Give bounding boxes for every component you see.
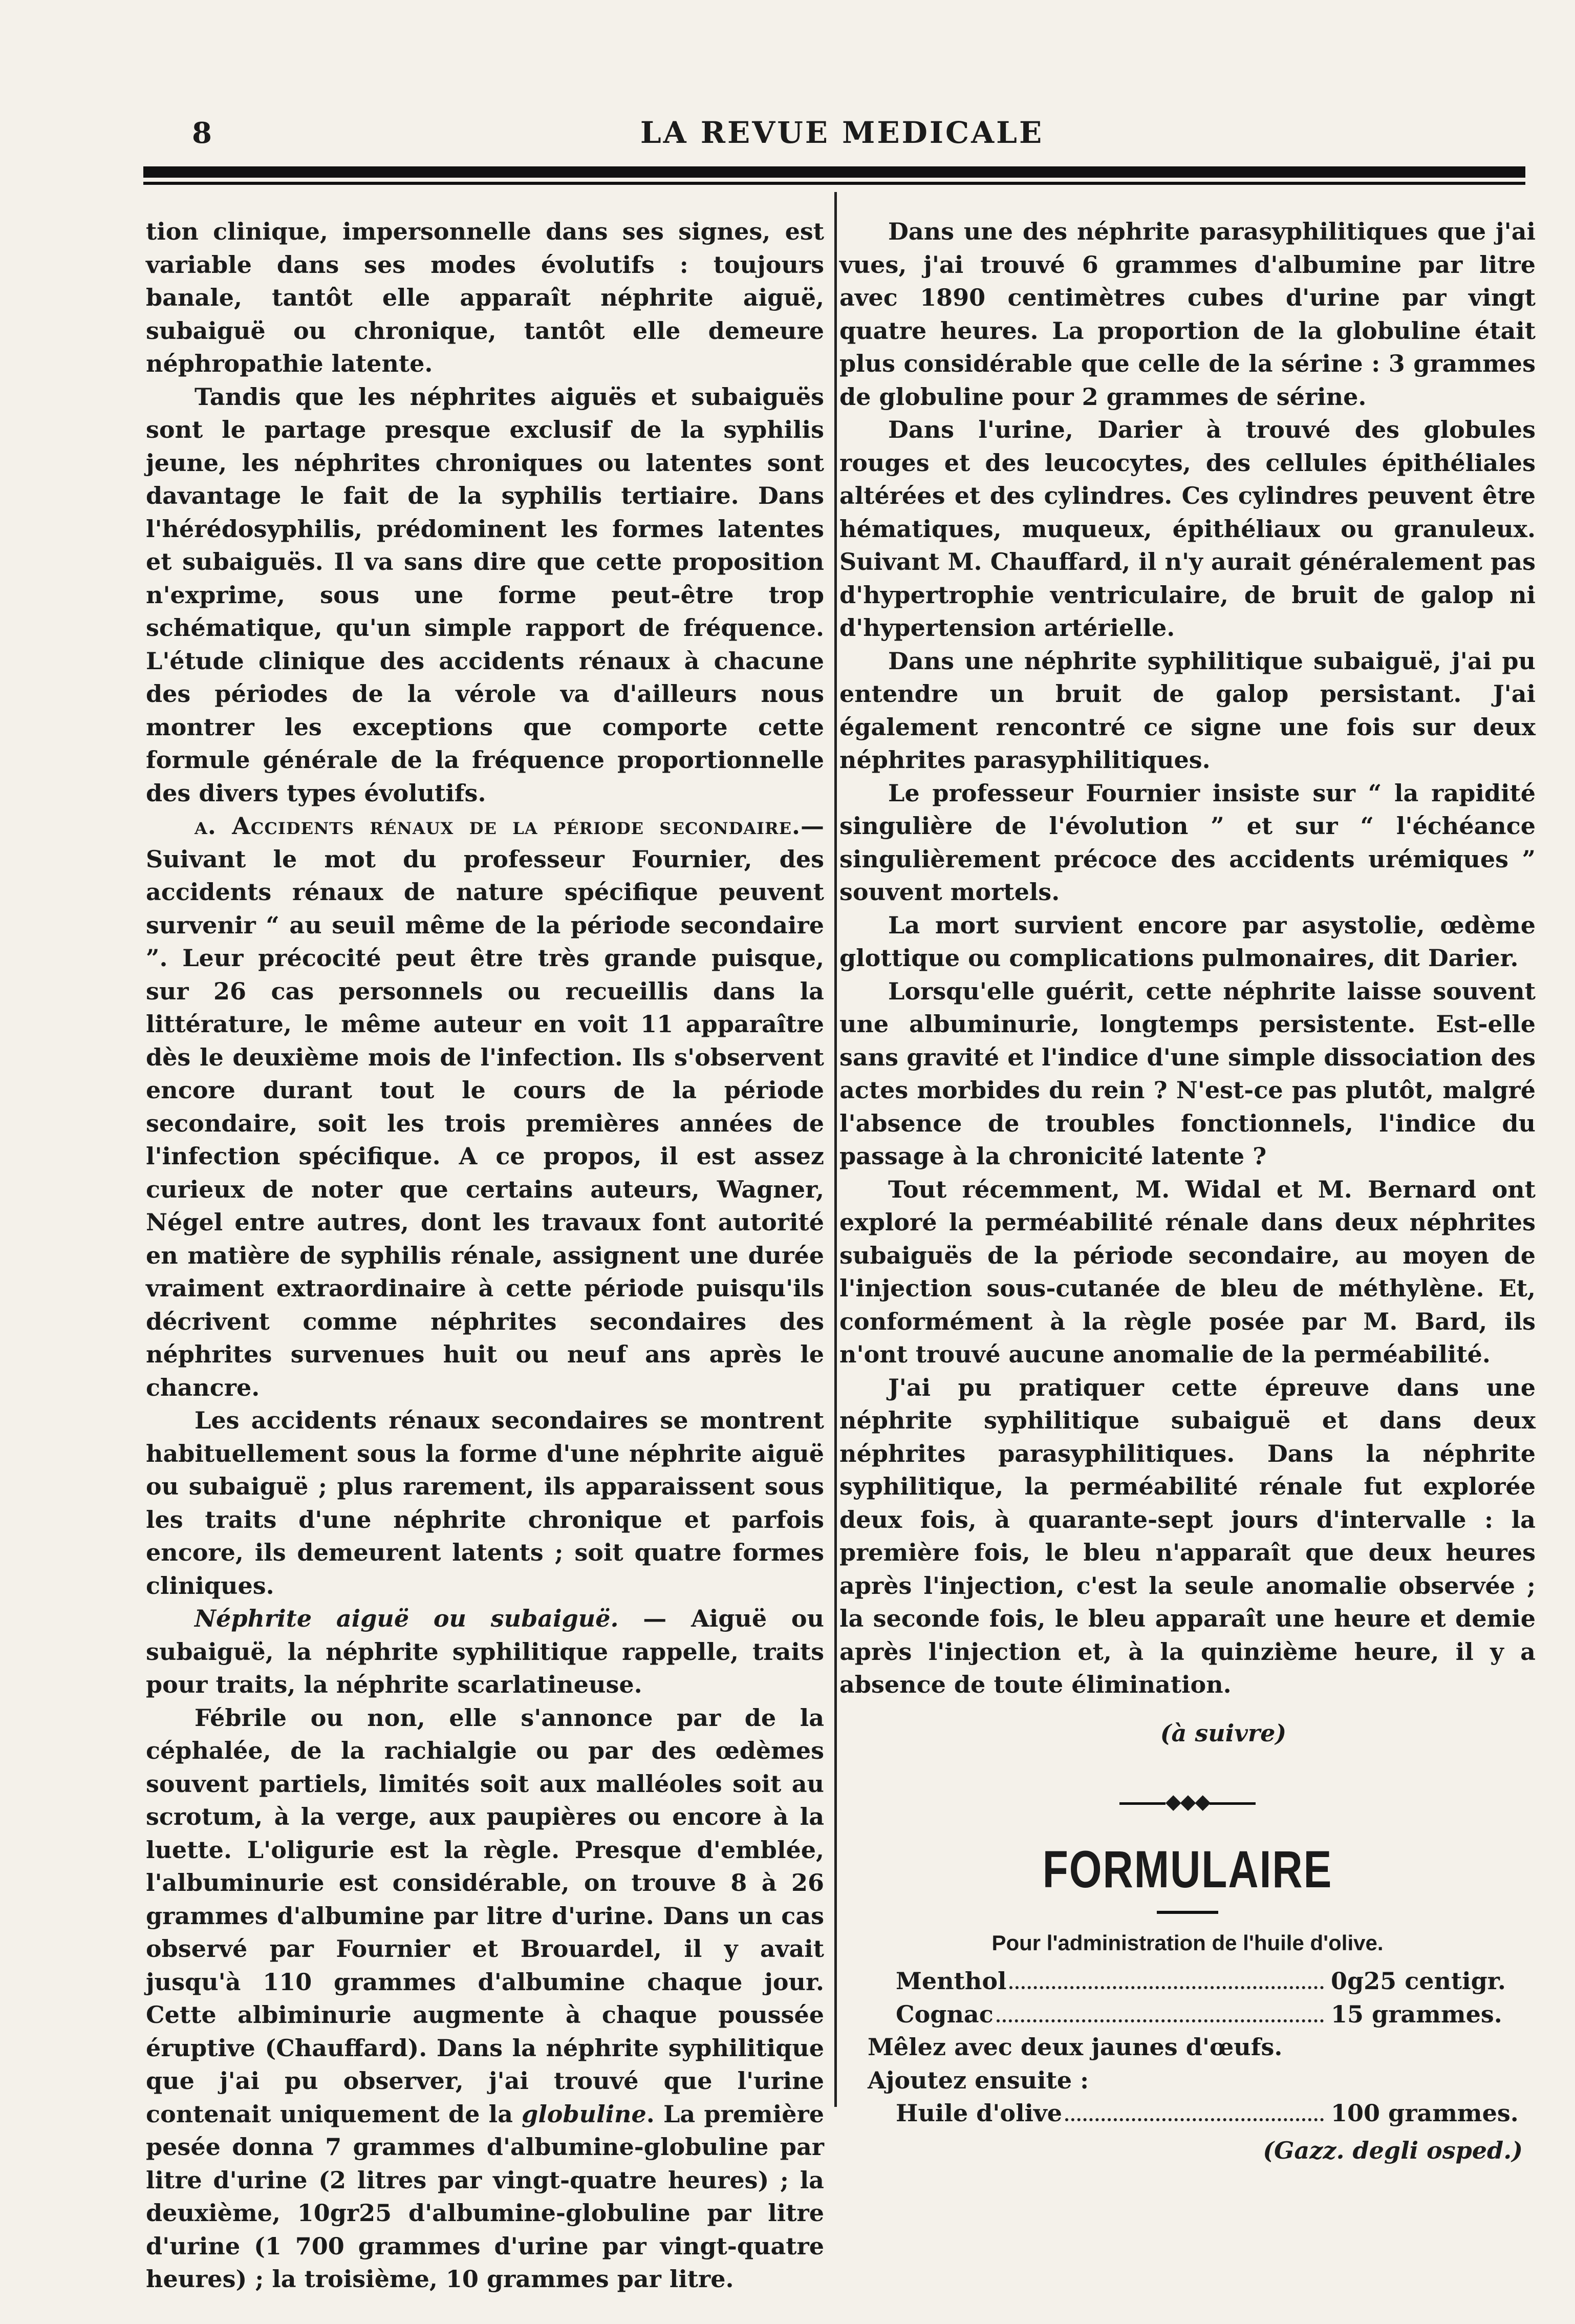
- title-rule: [1157, 1911, 1218, 1914]
- ingredient-name: Huile d'olive: [896, 2099, 1063, 2127]
- continued-note: (à suivre): [1160, 1719, 1287, 1747]
- left-column: [146, 215, 824, 2296]
- paragraph: [146, 1701, 824, 2296]
- ornament-divider: ◆◆◆: [839, 1785, 1536, 1819]
- ingredient-quantity: 100 grammes.: [1331, 2099, 1519, 2127]
- paragraph-body: — Suivant le mot du professeur Fournier, des accidents rénaux de nature spécifique peuvent survenir “ au seuil même de la période secondaire ”. Leur précocité peut être très grande puisque, sur 26 cas personnels ou recueillis dans la littérature, le même auteur en voit 11 apparaître dès le deuxième mois de l'infection. Ils s'observent encore durant tout le cours de la période secondaire, soit les trois premières années de l'infection spécifique. A ce propos, il est assez curieux de noter que certains auteurs, Wagner, Négel entre autres, dont les travaux font autorité en matière de syphilis rénale, assignent une durée vraiment extraordinaire à cette période puisqu'ils décrivent comme néphrites secondaires des néphrites survenues huit ou neuf ans après le chancre.: [146, 812, 824, 1401]
- page-header: [159, 110, 1525, 151]
- ingredient-line: [839, 1998, 1536, 2031]
- ingredient-line: [839, 1965, 1536, 1998]
- paragraph: Le professeur Fournier insiste sur “ la rapidité singulière de l'évolution ” et sur “ l'échéance singulièrement précoce des accidents urémiques ” souvent mortels.: [839, 779, 1536, 906]
- header-rule-thin: [143, 182, 1525, 185]
- paragraph: Les accidents rénaux secondaires se montrent habituellement sous la forme d'une néphrite aiguë ou subaiguë ; plus rarement, ils apparaissent sous les traits d'une néphrite chronique et parfois encore, ils demeurent latents ; soit quatre formes cliniques.: [146, 1406, 824, 1600]
- ingredient-name: Menthol: [896, 1967, 1007, 1995]
- subsection-heading: Néphrite aiguë ou subaiguë.: [195, 1605, 619, 1632]
- paragraph: J'ai pu pratiquer cette épreuve dans une néphrite syphilitique subaiguë et dans deux néphrites parasyphilitiques. Dans la néphrite syphilitique, la perméabilité rénale fut explorée deux fois, à quarante-sept jours d'intervalle : la première fois, le bleu n'apparaît que deux heures après l'injection, c'est la seule anomalie observée ; la seconde fois, le bleu apparaît une heure et demie après l'injection et, à la quinzième heure, il y a absence de toute élimination.: [839, 1373, 1536, 1698]
- leader-dots: [1009, 1986, 1324, 1989]
- right-column: [839, 215, 1536, 2167]
- page-number: 8: [192, 116, 212, 150]
- ingredient-quantity: 15 grammes.: [1331, 2000, 1502, 2028]
- paragraph: Dans une néphrite syphilitique subaiguë, j'ai pu entendre un bruit de galop persistant. J'ai également rencontré ce signe une fois sur deux néphrites parasyphilitiques.: [839, 647, 1536, 774]
- paragraph: Dans une des néphrite parasyphilitiques que j'ai vues, j'ai trouvé 6 grammes d'albumine par litre avec 1890 centimètres cubes d'urine par vingt quatre heures. La proportion de la globuline était plus considérable que celle de la sérine : 3 grammes de globuline pour 2 grammes de sérine.: [839, 218, 1536, 411]
- paragraph-body: — Aiguë ou subaiguë, la néphrite syphilitique rappelle, traits pour traits, la néphrite scarlatineuse.: [146, 1605, 824, 1698]
- paragraph: Tandis que les néphrites aiguës et subaiguës sont le partage presque exclusif de la syphilis jeune, les néphrites chroniques ou latentes sont davantage le fait de la syphilis tertiaire. Dans l'hérédosyphilis, prédominent les formes latentes et subaiguës. Il va sans dire que cette proposition n'exprime, sous une forme peut-être trop schématique, qu'un simple rapport de fréquence. L'étude clinique des accidents rénaux à chacune des périodes de la vérole va d'ailleurs nous montrer les exceptions que comporte cette formule générale de la fréquence proportionnelle des divers types évolutifs.: [146, 382, 824, 807]
- formulaire-title: FORMULAIRE: [1042, 1840, 1333, 1899]
- paragraph: Dans l'urine, Darier à trouvé des globules rouges et des leucocytes, des cellules épithéliales altérées et des cylindres. Ces cylindres peuvent être hématiques, muqueux, épithéliaux ou granuleux. Suivant M. Chauffard, il n'y aurait généralement pas d'hypertrophie ventriculaire, de bruit de galop ni d'hypertension artérielle.: [839, 416, 1536, 642]
- leader-dots: [1065, 2118, 1324, 2121]
- paragraph: tion clinique, impersonnelle dans ses signes, est variable dans ses modes évolutifs : toujours banale, tantôt elle apparaît néphrite aiguë, subaiguë ou chronique, tantôt elle demeure néphropathie latente.: [146, 218, 824, 377]
- leader-dots: [997, 2019, 1324, 2022]
- source-citation: (Gazz. degli osped.): [1263, 2136, 1523, 2164]
- header-rule-thick: [143, 166, 1525, 178]
- paragraph: [146, 1602, 824, 1701]
- paragraph: [146, 809, 824, 1404]
- ingredient-quantity: 0g25 centigr.: [1331, 1967, 1506, 1995]
- formulaire-subtitle: Pour l'administration de l'huile d'olive.: [991, 1930, 1384, 1955]
- paragraph: La mort survient encore par asystolie, œdème glottique ou complications pulmonaires, dit Darier.: [839, 911, 1536, 972]
- ingredient-name: Cognac: [896, 2000, 994, 2028]
- column-divider: [834, 192, 837, 2107]
- paragraph-text: . La première pesée donna 7 grammes d'albumine-globuline par litre d'urine (2 litres par vingt-quatre heures) ; la deuxième, 10gr25 d'albumine-globuline par litre d'urine (1 700 grammes d'urine par vingt-quatre heures) ; la troisième, 10 grammes par litre.: [146, 2100, 824, 2293]
- journal-title: LA REVUE MEDICALE: [640, 115, 1044, 150]
- emphasis-text: globuline: [522, 2100, 646, 2128]
- formula-instruction: Ajoutez ensuite :: [868, 2066, 1089, 2094]
- ingredient-line: [839, 2097, 1536, 2130]
- section-heading: a. Accidents rénaux de la période secondaire.: [195, 812, 801, 840]
- paragraph-text: Fébrile ou non, elle s'annonce par de la céphalée, de la rachialgie ou par des œdèmes souvent partiels, limités soit aux malléoles soit au scrotum, à la verge, aux paupières ou encore à la luette. L'oligurie est la règle. Presque d'emblée, l'albuminurie est considérable, on trouve 8 à 26 grammes d'albumine par litre d'urine. Dans un cas observé par Fournier et Brouardel, il y avait jusqu'à 110 grammes d'albumine chaque jour. Cette albiminurie augmente à chaque poussée éruptive (Chauffard). Dans la néphrite syphilitique que j'ai pu observer, j'ai trouvé que l'urine contenait uniquement de la: [146, 1703, 824, 2128]
- formula-instruction: Mêlez avec deux jaunes d'œufs.: [868, 2033, 1283, 2061]
- paragraph: Lorsqu'elle guérit, cette néphrite laisse souvent une albuminurie, longtemps persistente. Est-elle sans gravité et l'indice d'une simple dissociation des actes morbides du rein ? N'est-ce pas plutôt, malgré l'absence de troubles fonctionnels, l'indice du passage à la chronicité latente ?: [839, 977, 1536, 1170]
- paragraph: Tout récemment, M. Widal et M. Bernard ont exploré la perméabilité rénale dans deux néphrites subaiguës de la période secondaire, au moyen de l'injection sous-cutanée de bleu de méthylène. Et, conformément à la règle posée par M. Bard, ils n'ont trouvé aucune anomalie de la perméabilité.: [839, 1175, 1536, 1368]
